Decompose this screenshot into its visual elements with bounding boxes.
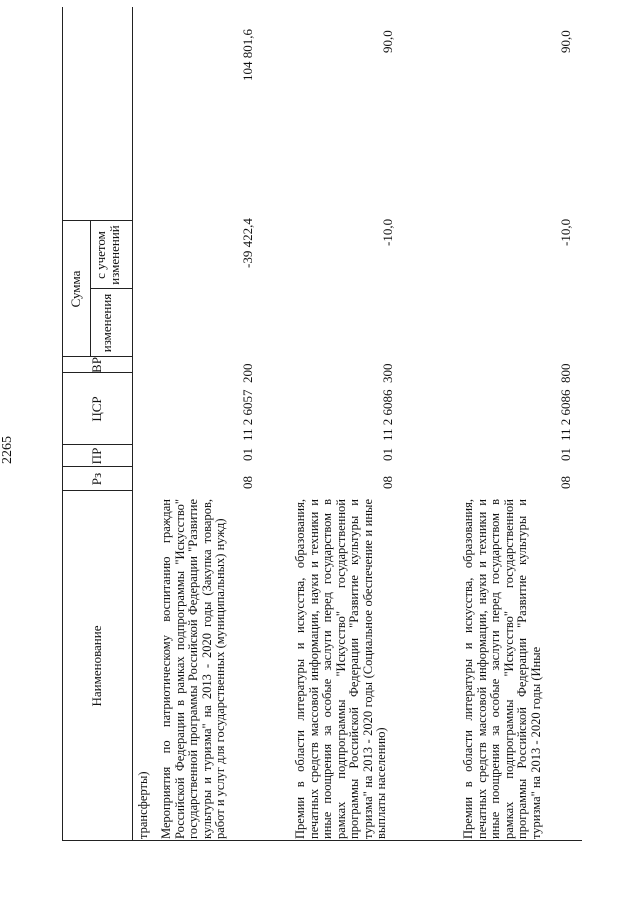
row-vr: 300 [380,363,395,383]
row-rz: 08 [380,476,395,489]
row-with-changes: 104 801,6 [240,29,255,81]
header-rz: Рз [89,472,104,486]
row-with-changes: 90,0 [380,30,395,53]
header-pr: ПР [89,447,104,465]
sum-subheader-border [90,221,91,357]
row-pr: 01 [380,448,395,461]
row-csr: 11 2 6086 [558,389,573,441]
header-change: изменения [99,293,114,353]
row-csr: 11 2 6057 [240,389,255,441]
header-name: Наименование [89,625,104,707]
row-vr: 800 [558,363,573,383]
row-pr: 01 [558,448,573,461]
row-name: Премии в области литературы и искусства, образования, печатных средств массовой информации, науки и техники и иные поощрения за особые заслуги перед государством в рамках подпрограммы "Искусство" государственной программы Российской Федерации "Развитие культуры и туризма" на 2013 - 2020 годы (Социальное обеспечение и иные выплаты населению) [293,499,388,839]
header-bottom-border [132,7,133,841]
header-sum: Сумма [68,270,83,308]
row-rz: 08 [240,476,255,489]
row-rz: 08 [558,476,573,489]
table-left-border [62,840,582,841]
row-change: -39 422,4 [240,218,255,268]
header-vr: ВР [89,357,104,373]
row-change: -10,0 [558,218,573,246]
row-change: -10,0 [380,218,395,246]
row-name: Мероприятия по патриотическому воспитанию граждан Российской Федерации в рамках подпрограммы "Искусство" государственной программы Российской Федерации "Развитие культуры и туризма" на 2013 - 2020 годы (Закупка товаров, работ и услуг для государственных (муниципальных) нужд) [159,499,227,839]
table-top-border [62,7,63,841]
row-with-changes: 90,0 [558,30,573,53]
row-pr: 01 [240,448,255,461]
row-csr: 11 2 6086 [380,389,395,441]
header-with-changes: с учетом изменений [93,225,122,285]
row-vr: 200 [240,363,255,383]
page-number: 2265 [0,436,15,464]
budget-table [62,7,582,841]
row-name: Премии в области литературы и искусства, образования, печатных средств массовой информации, науки и техники и иные поощрения за особые заслуги перед государством в рамках подпрограммы "Искусство" государственной программы Российской Федерации "Развитие культуры и туризма" на 2013 - 2020 годы (Иные [461,499,543,839]
row-name: трансферты) [136,771,150,839]
header-csr: ЦСР [89,396,104,422]
